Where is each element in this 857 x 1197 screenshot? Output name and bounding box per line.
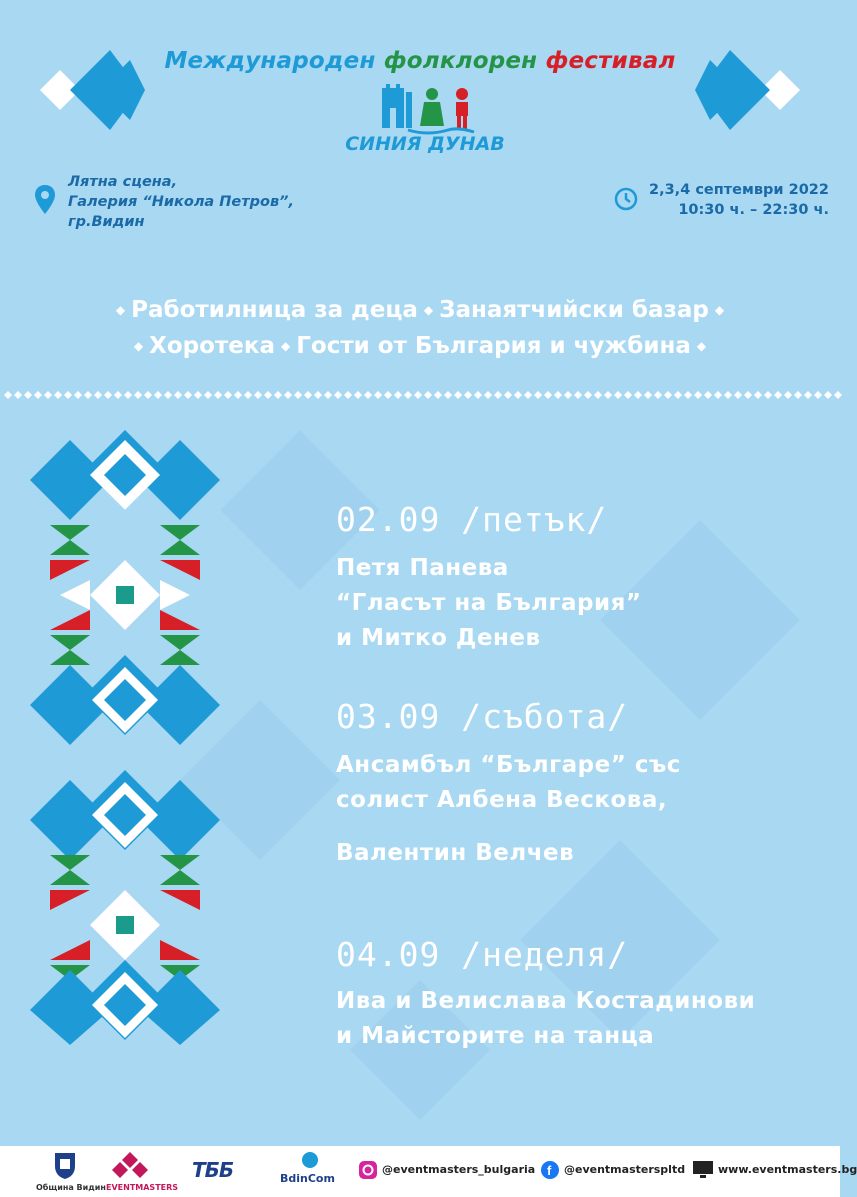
divider-dot: [514, 391, 522, 399]
divider-dot: [694, 391, 702, 399]
event-line: солист Албена Вескова,: [336, 787, 668, 813]
divider-dot: [704, 391, 712, 399]
divider-dot: [194, 391, 202, 399]
divider-dot: [384, 391, 392, 399]
event-line: Ансамбъл “Българе” със: [336, 752, 681, 778]
event-day-3: [336, 935, 755, 1054]
divider-dot: [734, 391, 742, 399]
divider-dot: [274, 391, 282, 399]
event-day-1: [336, 500, 641, 656]
divider-dot: [784, 391, 792, 399]
title-part-3: фестивал: [545, 48, 676, 74]
divider-dot: [554, 391, 562, 399]
divider-dot: [104, 391, 112, 399]
divider-dot: [114, 391, 122, 399]
divider-dot: [124, 391, 132, 399]
logo-text: СИНИЯ ДУНАВ: [345, 133, 505, 155]
divider-dot: [414, 391, 422, 399]
instagram-icon: [358, 1160, 378, 1180]
divider-dot: [574, 391, 582, 399]
divider-dot: [54, 391, 62, 399]
title-part-2: фолклорен: [383, 48, 538, 74]
divider-dot: [494, 391, 502, 399]
divider-dot: [434, 391, 442, 399]
divider-dot: [814, 391, 822, 399]
municipality-crest-icon: [52, 1150, 78, 1180]
divider-dot: [334, 391, 342, 399]
divider-dot: [364, 391, 372, 399]
festival-logo: [378, 80, 478, 136]
divider-dot: [324, 391, 332, 399]
divider-dot: [264, 391, 272, 399]
event-line: и Митко Денев: [336, 625, 541, 651]
divider-dot: [824, 391, 832, 399]
divider-dot: [534, 391, 542, 399]
diamond-bullet-icon: ◆: [133, 339, 144, 353]
event-line: и Майсторите на танца: [336, 1023, 655, 1049]
clock-icon: [614, 187, 638, 211]
festival-hours: 10:30 ч. – 22:30 ч.: [678, 202, 829, 218]
eventmasters-logo-icon: [112, 1150, 148, 1180]
event-line: Ива и Велислава Костадинови: [336, 988, 756, 1014]
divider-dot: [604, 391, 612, 399]
diamond-bullet-icon: ◆: [115, 303, 126, 317]
divider-dot: [4, 391, 12, 399]
facebook-handle[interactable]: @eventmasterspltd: [564, 1163, 686, 1176]
diamond-bullet-icon: ◆: [281, 339, 291, 353]
website-link[interactable]: www.eventmasters.bg: [718, 1163, 857, 1176]
event-line: Валентин Велчев: [336, 840, 575, 866]
divider-dot: [84, 391, 92, 399]
divider-dot: [654, 391, 662, 399]
venue-address: [68, 172, 294, 232]
venue-line-2: Галерия “Никола Петров”,: [68, 194, 295, 210]
divider-dot: [444, 391, 452, 399]
divider-dot: [474, 391, 482, 399]
divider-dot: [564, 391, 572, 399]
svg-text:f: f: [547, 1163, 552, 1178]
divider-dot: [24, 391, 32, 399]
divider-dot: [134, 391, 142, 399]
divider-dot: [594, 391, 602, 399]
divider-dot: [214, 391, 222, 399]
divider-dot: [794, 391, 802, 399]
diamond-bullet-icon: ◆: [696, 339, 707, 353]
activity-item-4: Гости от България и чужбина: [296, 333, 691, 359]
divider-dot: [44, 391, 52, 399]
divider-dot: [34, 391, 42, 399]
divider-dot: [224, 391, 232, 399]
event-date: 03.09 /събота/: [336, 697, 629, 736]
divider-dot: [284, 391, 292, 399]
divider-dot: [94, 391, 102, 399]
event-date: 02.09 /петък/: [336, 500, 608, 539]
event-line: “Гласът на България”: [336, 590, 642, 616]
monitor-icon: [692, 1160, 714, 1180]
event-line: Петя Панева: [336, 555, 509, 581]
event-day-2: [336, 697, 681, 871]
divider-dot: [164, 391, 172, 399]
divider-dot: [64, 391, 72, 399]
diamond-divider: [0, 388, 840, 402]
divider-dot: [544, 391, 552, 399]
venue-line-1: Лятна сцена,: [68, 174, 178, 190]
schedule-block: [644, 180, 829, 220]
divider-dot: [634, 391, 642, 399]
venue-line-3: гр.Видин: [68, 214, 145, 230]
divider-dot: [314, 391, 322, 399]
divider-dot: [254, 391, 262, 399]
eventmasters-label: EVENTMASTERS: [106, 1183, 179, 1192]
instagram-handle[interactable]: @eventmasters_bulgaria: [382, 1163, 536, 1176]
divider-dot: [304, 391, 312, 399]
municipality-label: Община Видин: [36, 1183, 106, 1192]
divider-dot: [834, 391, 842, 399]
divider-dot: [174, 391, 182, 399]
divider-dot: [584, 391, 592, 399]
divider-dot: [804, 391, 812, 399]
activity-item-1: Работилница за деца: [131, 297, 418, 323]
festival-dates: 2,3,4 септември 2022: [649, 182, 829, 198]
diamond-bullet-icon: ◆: [423, 303, 434, 317]
divider-dot: [744, 391, 752, 399]
bdincom-label: BdinCom: [280, 1172, 335, 1185]
divider-dot: [774, 391, 782, 399]
divider-dot: [374, 391, 382, 399]
divider-dot: [204, 391, 212, 399]
divider-dot: [454, 391, 462, 399]
divider-dot: [294, 391, 302, 399]
divider-dot: [754, 391, 762, 399]
divider-dot: [644, 391, 652, 399]
divider-dot: [344, 391, 352, 399]
divider-dot: [244, 391, 252, 399]
bdincom-logo-icon: [300, 1150, 320, 1170]
divider-dot: [404, 391, 412, 399]
sponsor-footer: [0, 1146, 857, 1197]
divider-dot: [464, 391, 472, 399]
activity-item-2: Занаятчийски базар: [439, 297, 709, 323]
divider-dot: [764, 391, 772, 399]
divider-dot: [664, 391, 672, 399]
divider-dot: [684, 391, 692, 399]
divider-dot: [74, 391, 82, 399]
divider-dot: [724, 391, 732, 399]
divider-dot: [154, 391, 162, 399]
diamond-bullet-icon: ◆: [714, 303, 725, 317]
divider-dot: [184, 391, 192, 399]
divider-dot: [144, 391, 152, 399]
divider-dot: [714, 391, 722, 399]
divider-dot: [394, 391, 402, 399]
location-pin-icon: [34, 184, 56, 216]
festival-title: [0, 48, 840, 74]
divider-dot: [674, 391, 682, 399]
divider-dot: [424, 391, 432, 399]
divider-dot: [14, 391, 22, 399]
title-part-1: Международен: [164, 48, 376, 74]
folk-ornament-column: [30, 430, 220, 1050]
divider-dot: [234, 391, 242, 399]
divider-dot: [484, 391, 492, 399]
event-date: 04.09 /неделя/: [336, 935, 629, 974]
activities-list: [0, 292, 840, 364]
divider-dot: [614, 391, 622, 399]
divider-dot: [624, 391, 632, 399]
activity-item-3: Хоротека: [149, 333, 275, 359]
divider-dot: [504, 391, 512, 399]
tbb-logo: ТББ: [192, 1158, 234, 1182]
divider-dot: [524, 391, 532, 399]
divider-dot: [354, 391, 362, 399]
facebook-icon: [540, 1160, 560, 1180]
